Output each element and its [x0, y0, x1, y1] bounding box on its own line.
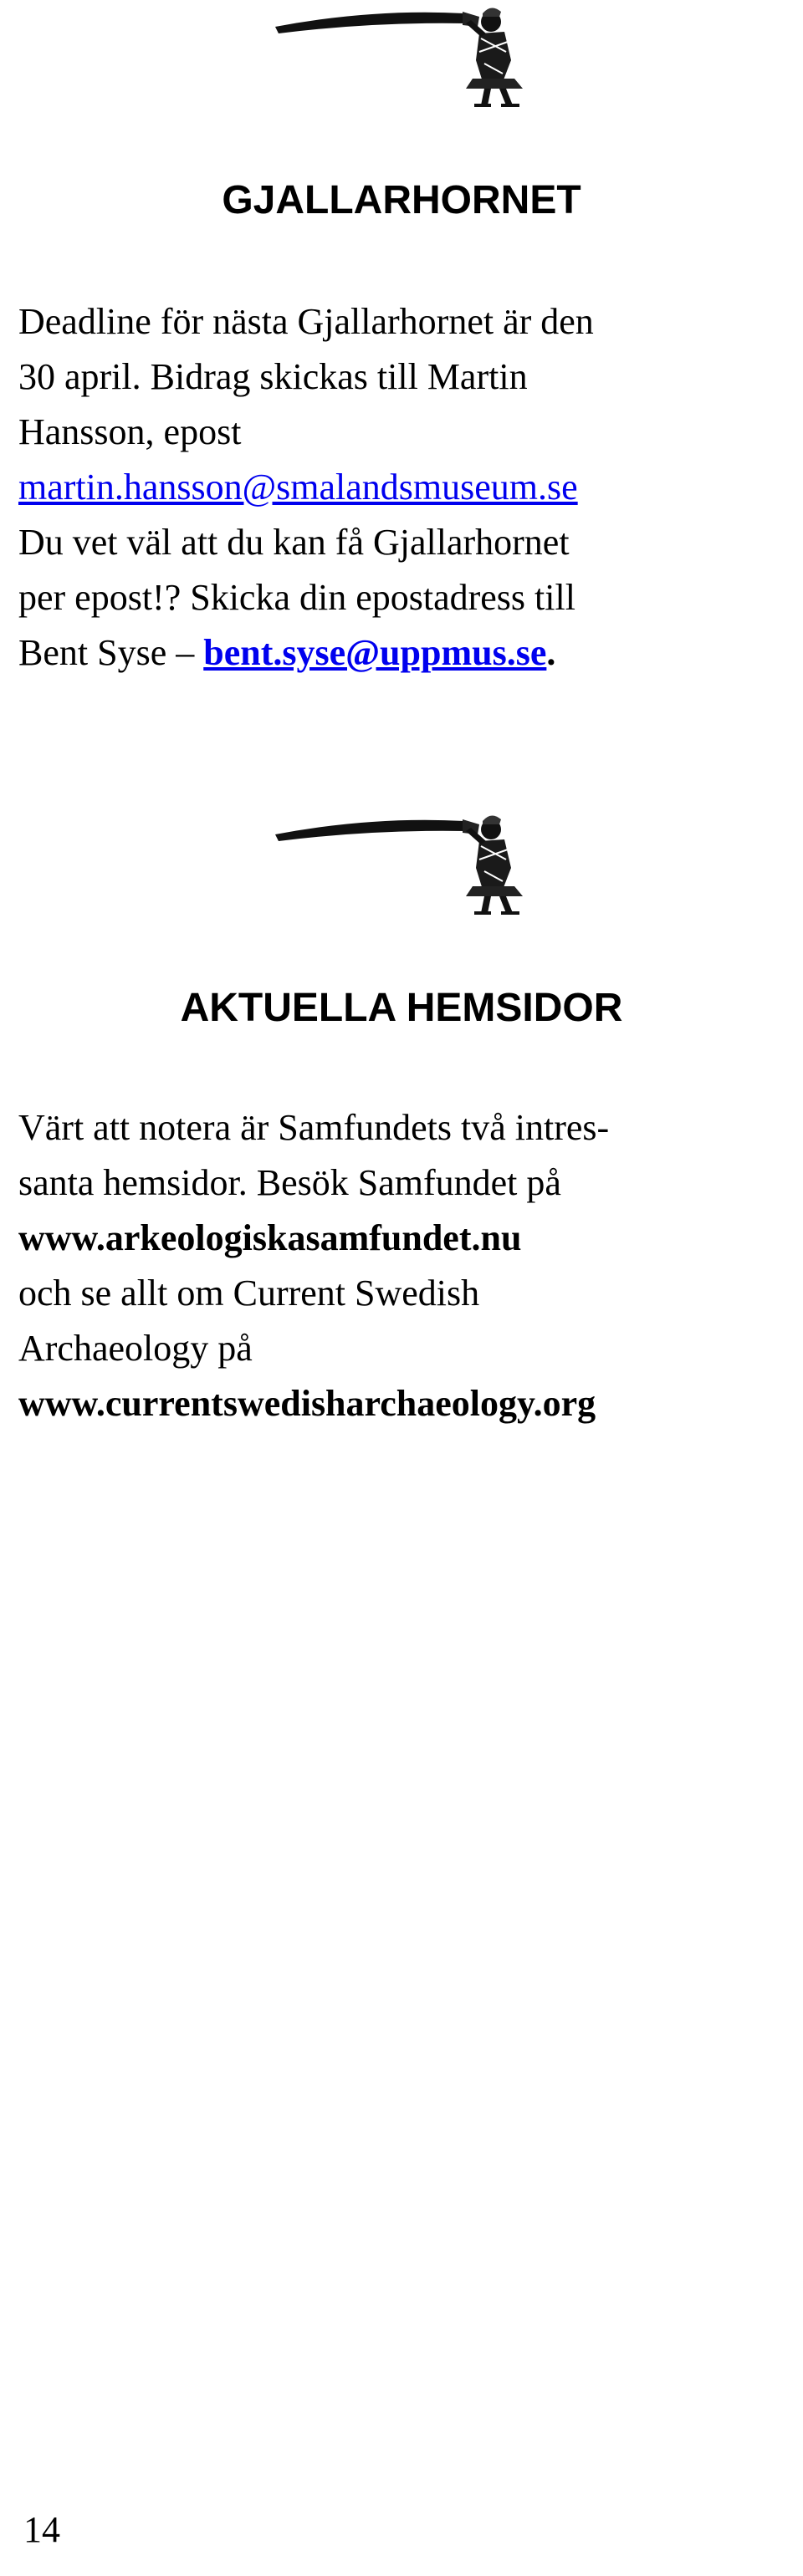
text-line: per epost!? Skicka din epostadress till [18, 577, 575, 618]
url-currentswedisharchaeology[interactable]: www.currentswedisharchaeology.org [18, 1383, 596, 1424]
text-line: santa hemsidor. Besök Samfundet på [18, 1162, 561, 1203]
section-title-aktuella-hemsidor: AKTUELLA HEMSIDOR [180, 986, 623, 1030]
text-line: Värt att notera är Samfundets två intres- [18, 1107, 610, 1148]
text-line: Archaeology på [18, 1328, 253, 1369]
gjallarhornet-paragraph [18, 294, 796, 681]
text-line: Hansson, epost [18, 411, 242, 452]
text-fragment: Bent Syse – [18, 632, 204, 673]
email-link-martin[interactable]: martin.hansson@smalandsmuseum.se [18, 467, 578, 508]
horn-blower-illustration-top [272, 2, 556, 110]
text-line: 30 april. Bidrag skickas till Martin [18, 356, 528, 397]
horn-blower-icon [272, 809, 556, 918]
page-number: 14 [23, 2509, 60, 2550]
section-title-gjallarhornet: GJALLARHORNET [222, 178, 581, 222]
horn-blower-illustration-middle [272, 809, 556, 918]
text-line: Du vet väl att du kan få Gjallarhornet [18, 522, 570, 563]
text-line-with-email [18, 625, 796, 681]
text-line: och se allt om Current Swedish [18, 1273, 480, 1314]
email-link-bent[interactable]: bent.syse@uppmus.se [203, 632, 547, 673]
hemsidor-paragraph [18, 1100, 796, 1431]
url-arkeologiskasamfundet[interactable]: www.arkeologiskasamfundet.nu [18, 1217, 522, 1258]
horn-blower-icon [272, 2, 556, 110]
text-line: Deadline för nästa Gjallarhornet är den [18, 301, 594, 342]
text-fragment: . [546, 632, 556, 673]
